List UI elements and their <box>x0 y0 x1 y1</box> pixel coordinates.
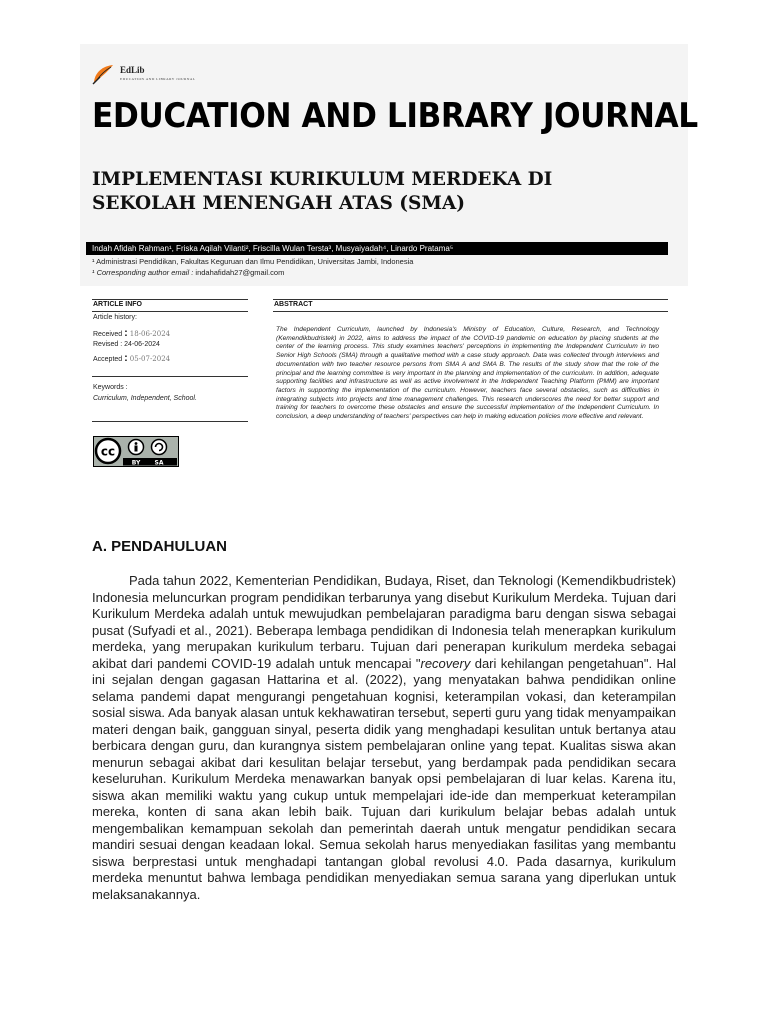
body-text-part-2: dari kehilangan pengetahuan". Hal ini sejalan dengan gagasan Hattarina et al. (2022), yang menyatakan bahwa pendidikan online selama pandemi dapat mengurangi pengetahuan kognisi, keterampilan vokasi, dan keterampilan sosial siswa. Ada banyak alasan untuk kekhawatiran tersebut, seperti guru yang tidak menyampaikan materi dengan baik, gangguan sinyal, peserta didik yang menghadapi kesulitan untuk bertanya atau berbicara dengan guru, dan kurangnya sistem pembelajaran online yang tepat. Kualitas siswa akan menurun sebagai akibat dari kesulitan belajar tersebut, yang berdampak pada pendidikan secara keseluruhan. Kurikulum Merdeka menawarkan banyak opsi pembelajaran di luar kelas. Karena itu, siswa akan memiliki waktu yang cukup untuk mempelajari ide-ide dan memperkuat keterampilan mereka, konten di sana akan lebih baik. Tujuan dari kurikulum belajar bebas adalah untuk mengembalikan kemampuan sekolah dan pemerintah daerah untuk mengatur pendidikan secara mandiri sesuai dengan keadaan lokal. Semua sekolah harus menyediakan fasilitas yang membantu siswa berprestasi untuk menghadapi tantangan global revolusi 4.0. Pada dasarnya, kurikulum merdeka menuntut bahwa lembaga pendidikan menyediakan semua sarana yang diperlukan untuk melaksanakannya. <box>92 655 676 902</box>
corresponding-label: ¹ Corresponding author email : <box>92 268 194 277</box>
accepted-colon: : <box>124 352 128 364</box>
article-history-label: Article history: <box>93 314 137 321</box>
accepted-label: Accepted <box>93 356 123 363</box>
received-colon: : <box>124 327 128 339</box>
body-text-part-1: Pada tahun 2022, Kementerian Pendidikan, Budaya, Riset, dan Teknologi (Kemendikbudristek) Indonesia meluncurkan program pendidikan terbarunya yang disebut Kurikulum Merdeka. Tujuan dari Kurikulum Merdeka adalah untuk mewujudkan pembelajaran paradigma baru dengan siswa sebagai pusat (Sufyadi et al., 2021). Beberapa lembaga pendidikan di Indonesia telah menerapkan kurikulum merdeka, yang merupakan kurikulum terbaru. Tujuan dari penerapan kurikulum merdeka sebagai akibat dari pandemi COVID-19 adalah untuk mencapai " <box>92 573 676 671</box>
keywords-rule <box>92 376 248 377</box>
cc-badge-by-text: BY <box>131 459 141 467</box>
revised-line: Revised : 24-06-2024 <box>93 341 160 348</box>
cc-by-sa-license-icon <box>93 436 179 467</box>
accepted-line <box>93 352 170 364</box>
journal-logo <box>91 60 201 90</box>
article-title: IMPLEMENTASI KURIKULUM MERDEKA DI SEKOLAH MENENGAH ATAS (SMA) <box>92 169 553 214</box>
keywords-value: Curriculum, Independent, School. <box>93 395 197 402</box>
article-info-heading: ARTICLE INFO <box>93 301 142 308</box>
logo-name: EdLib <box>120 65 145 75</box>
article-info-sub-rule <box>92 311 248 312</box>
article-info-top-rule <box>92 299 248 300</box>
body-paragraph <box>92 573 676 903</box>
corresponding-author <box>92 268 284 277</box>
affiliation: ¹ Administrasi Pendidikan, Fakultas Keguruan dan Ilmu Pendidikan, Universitas Jambi, Indonesia <box>92 257 414 266</box>
body-text-italic: recovery <box>420 655 471 671</box>
received-label: Received <box>93 331 123 338</box>
authors-bar: Indah Afidah Rahman¹, Friska Aqilah Vilanti², Friscilla Wulan Tersta³, Musyaiyadah⁴, Linardo Pratama⁵ <box>86 242 668 255</box>
cc-badge-cc-text: cc <box>100 444 116 459</box>
accepted-date: 05-07-2024 <box>129 355 171 363</box>
quill-logo-icon <box>91 62 115 86</box>
logo-tagline: EDUCATION AND LIBRARY JOURNAL <box>120 77 196 81</box>
section-heading: A. PENDAHULUAN <box>92 538 227 555</box>
keywords-bottom-rule <box>92 421 248 422</box>
abstract-text: The Independent Curriculum, launched by Indonesia's Ministry of Education, Culture, Research, and Technology (Kemendikbudristek) in 2022, aims to address the impact of the COVID-19 pandemic on education by placing students at the center of the learning process. This study examines teachers' perceptions in implementing the Independent Curriculum in two Senior High Schools (SMA) through a qualitative method with a case study approach. Data was collected through interviews and documentation with two teacher resource persons from SMA A and SMA B. The results of the study show that the role of the principal and the learning committee is very important in the planning and implementation of the curriculum. In addition, adequate supporting facilities and infrastructure as well as active involvement in the Independent Teaching Platform (PMM) are important factors in supporting the implementation of the curriculum. However, teachers face several obstacles, such as difficulties in integrating subjects into projects and time management challenges. This research underscores the need for better support and training for teachers to overcome these obstacles and ensure the successful implementation of the Independent Curriculum. In conclusion, a deep understanding of teachers' perspectives can help in making education policies more effective and relevant. <box>276 326 659 421</box>
cc-badge-sa-text: SA <box>154 459 164 467</box>
abstract-heading: ABSTRACT <box>274 301 313 308</box>
corresponding-email: indahafidah27@gmail.com <box>193 268 285 277</box>
received-line <box>93 327 170 339</box>
abstract-top-rule <box>273 299 668 300</box>
keywords-label: Keywords : <box>93 384 128 391</box>
abstract-sub-rule <box>273 311 668 312</box>
received-date: 18-06-2024 <box>129 330 171 338</box>
journal-title: EDUCATION AND LIBRARY JOURNAL <box>92 96 698 136</box>
